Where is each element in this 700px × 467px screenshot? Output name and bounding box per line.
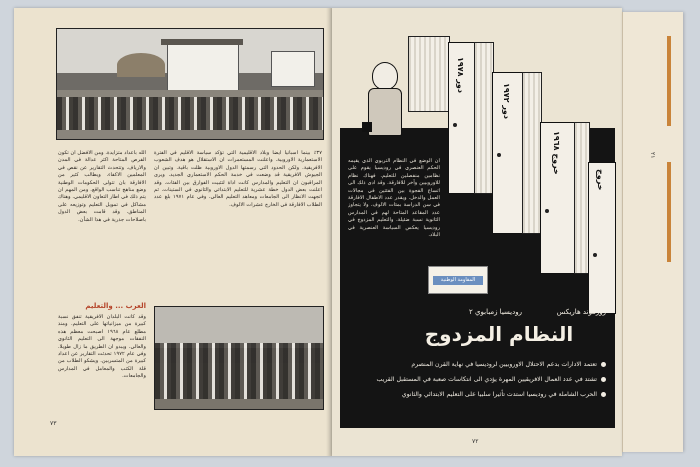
edge-page-number: ٢١ xyxy=(649,152,656,159)
bullet-dot-icon xyxy=(601,362,606,367)
right-page-number: ٧٢ xyxy=(472,438,479,445)
article-title: النظام المزدوج xyxy=(424,322,574,346)
next-pages-edge xyxy=(622,12,683,452)
door-1978: دور ١٩٧٨ xyxy=(448,42,476,194)
village-school-photo xyxy=(56,28,324,140)
magazine-spread xyxy=(14,8,686,456)
left-text-right-column: ٣٧٪ بينما اسبانيا ايضا وبلاد الاقليمية التي تؤكد سياسة الاقليم في الفترة الاستعمارية الاوروبية. واعلنت المستعمرات ان الاستقلال هو هدف الشعوب الافريقية. ولكن الحدود التي رسمتها الدول الاوروبية ظلت باقية. وتبين ان الجيوش الافريقية قد وضعت في خدمة الحكم الاستعماري الجديد. ويرى المراقبون ان التعليم والمدارس كانت اداة لتثبيت الفوارق بين الفئات. وقد اعلنت بعض الدول خطة عشرية للتعليم الابتدائي والثانوي في الستينات. ثم اتجهت الانظار الى الجامعات ومعاهد التعليم العالي. وفي عام ١٩٧١ بلغ عدد الطلاب الافارقة في الخارج عشرات الالوف. xyxy=(154,150,322,208)
left-page-number: ٧٣ xyxy=(50,420,57,427)
bullet-2: تشتد في عدد العمال الافريقيين المهرة يؤدي الى انتكاسات صعبة في المستقبل القريب xyxy=(377,376,606,383)
left-text-bottom-column: وقد كانت البلدان الافريقية تنفق نسبة كبيرة من ميزانياتها على التعليم. ومنذ مطلع عام ١٩٦٨ اصبحت معظم هذه النفقات موجهة الى التعليم الثانوي والعالي. ويبدو ان الطريق ما زال طويلا. وفي عام ١٩٧٢ تحدثت التقارير عن اعداد كبيرة من المتسربين. ويشكو الطلاب من قلة الكتب والمعامل في المدارس والجامعات. xyxy=(58,314,146,380)
series-label: روديسيا زمبابوي ٢ xyxy=(469,308,522,316)
caricature-figure xyxy=(362,62,406,142)
bullet-dot-icon xyxy=(601,392,606,397)
bullet-3: الحرب الشاملة في روديسيا استدت تأثيرا سلبيا على التعليم الابتدائي والثانوي xyxy=(402,391,606,398)
left-text-left-column: الله باعداد متزايدة. ومن الافضل ان تكون الفرص المتاحة اكثر عدالة في المدن والارياف. وتتحدث التقارير عن نقص في المعلمين الاكفاء. ويطالب كثير من الافارقة بان تتولى الحكومات الوطنية وضع مناهج تناسب الواقع. ومن المهم ان يتم ذلك في اطار التعاون الاقليمي. وهناك مشاكل في تمويل التعليم وتوزيعه على المناطق. وقد قامت بعض الدول باصلاحات جذرية في هذا الشأن. xyxy=(58,150,146,223)
bullet-1: تعتمد الادارات بدعم الاحتلال الاوروبيين لروديسيا في نهاية القرن المنصرم xyxy=(411,361,606,368)
door-1972: دور ١٩٧٢ xyxy=(492,72,524,234)
door-exit: خروج xyxy=(588,162,616,314)
section-heading: العرب ... والتعليم xyxy=(85,302,146,310)
bullet-dot-icon xyxy=(601,377,606,382)
right-page xyxy=(332,8,622,456)
left-page xyxy=(14,8,332,456)
byline: روزموند هاريكس xyxy=(556,308,606,316)
classroom-photo xyxy=(154,306,324,410)
right-article-body: ان الوضع في النظام التربوي الذي يقيمه الحكم العنصري في روديسيا يقوم على نظامين منفصلين للتعليم. فهناك نظام للاوروبيين وآخر للافارقة. وقد ادى ذلك الى اتساع الفجوة بين الفئتين في مجالات العمل والدخل. ويقدر عدد الاطفال الافارقة في سن الدراسة بمئات الالوف. ولا يتجاوز عدد المقاعد المتاحة لهم في المدارس الثانوية نسبة ضئيلة. والتعليم المزدوج في روديسيا يعكس السياسة العنصرية في البلاد. xyxy=(348,158,440,239)
resistance-badge: المقاومة الوطنية xyxy=(428,266,488,294)
door-1968: خروج ١٩٦٨ xyxy=(540,122,576,274)
